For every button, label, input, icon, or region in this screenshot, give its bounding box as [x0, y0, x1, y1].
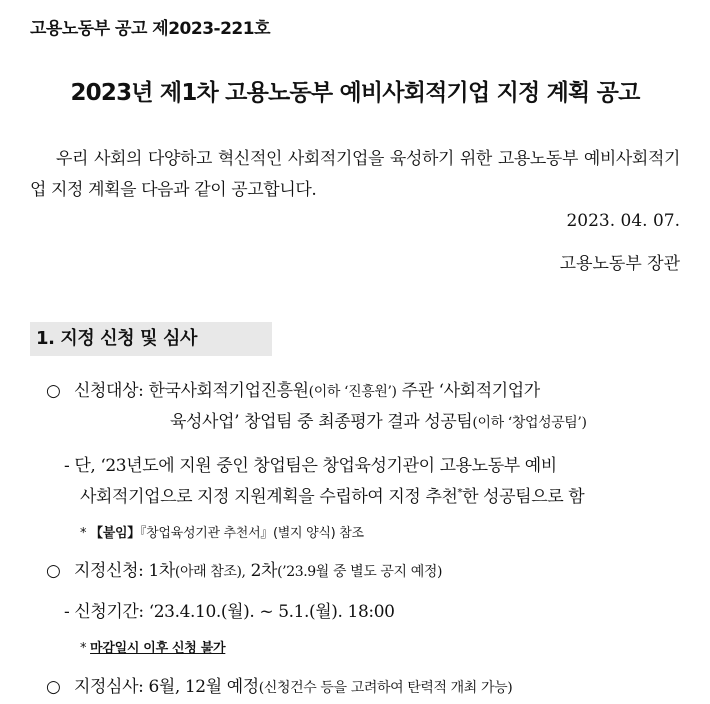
application-period: - 신청기간: ‘23.4.10.(월). ~ 5.1.(월). 18:00 [64, 602, 395, 622]
review-schedule: 6월, 12월 예정 [148, 677, 259, 697]
review-label: 지정심사: [74, 677, 144, 697]
circle-bullet-icon: ○ [46, 561, 61, 581]
exception-line-1: - 단, ‘23년도에 지원 중인 창업팀은 창업육성기관이 고용노동부 예비 [64, 456, 557, 476]
circle-bullet-icon: ○ [46, 381, 61, 401]
section-heading: 1. 지정 신청 및 심사 [30, 322, 272, 356]
deadline-text: 마감일시 이후 신청 불가 [90, 641, 226, 656]
attachment-note [80, 522, 364, 541]
intro-paragraph [30, 144, 680, 206]
issuer-name: 고용노동부 장관 [559, 254, 680, 274]
announcement-date: 2023. 04. 07. [566, 211, 680, 231]
target-label: 신청대상: [74, 381, 144, 401]
target-org-alias: (이하 ‘진흥원’) [308, 384, 397, 400]
exception-line-2 [80, 482, 584, 507]
application-line [46, 556, 442, 581]
page-title: 2023년 제1차 고용노동부 예비사회적기업 지정 계획 공고 [70, 80, 640, 106]
intro-text: 우리 사회의 다양하고 혁신적인 사회적기업을 육성하기 위한 고용노동부 예비사회적기업 지정 계획을 다음과 같이 공고합니다. [30, 149, 680, 200]
application-label: 지정신청: [74, 561, 144, 581]
note-mark: * [80, 526, 87, 541]
application-first: 1차 [148, 561, 175, 581]
deadline-note [80, 637, 225, 656]
target-line-2 [170, 407, 587, 432]
attachment-label: 【붙임】 [90, 526, 140, 541]
application-first-paren: (아래 참조), [174, 564, 246, 580]
review-note: (신청건수 등을 고려하여 탄력적 개최 가능) [258, 680, 513, 696]
circle-bullet-icon: ○ [46, 677, 61, 697]
review-line [46, 672, 512, 697]
target-line-1 [46, 376, 540, 401]
footnote-marker: * [457, 487, 463, 499]
exception-line2-a: 사회적기업으로 지정 지원계획을 수립하여 지정 추천 [80, 487, 458, 507]
target-line1-rest: 주관 ‘사회적기업가 [401, 381, 540, 401]
target-org: 한국사회적기업진흥원 [148, 381, 309, 401]
target-line2-main: 육성사업’ 창업팀 중 최종평가 결과 성공팀 [170, 412, 473, 432]
note-mark: * [80, 641, 87, 656]
attachment-text: 『창업육성기관 추천서』(별지 양식) 참조 [139, 526, 364, 541]
application-second-paren: (’23.9월 중 별도 공지 예정) [277, 564, 443, 580]
exception-line2-b: 한 성공팀으로 함 [462, 487, 585, 507]
target-line2-alias: (이하 ‘창업성공팀’) [472, 415, 587, 431]
application-second: 2차 [250, 561, 278, 581]
document-number: 고용노동부 공고 제2023-221호 [30, 19, 270, 39]
